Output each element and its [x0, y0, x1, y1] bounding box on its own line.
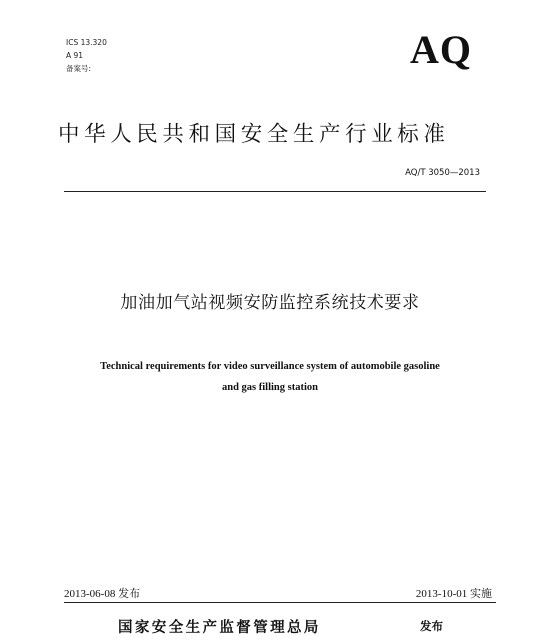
record-number-label: 备案号: [66, 64, 92, 73]
top-divider [64, 191, 486, 192]
document-title-chinese: 加油加气站视频安防监控系统技术要求 [120, 293, 420, 313]
issuing-authority: 国家安全生产监督管理总局 [118, 620, 321, 636]
standard-code: AQ/T 3050—2013 [405, 168, 480, 178]
publish-date: 2013-06-08 发布 [64, 588, 141, 600]
bottom-divider [64, 602, 496, 603]
implement-date: 2013-10-01 实施 [415, 588, 492, 600]
issued-label: 发布 [420, 619, 443, 633]
ccs-code: A 91 [66, 51, 84, 60]
document-title-english [40, 356, 500, 398]
english-title-line-2: and gas filling station [222, 382, 318, 393]
english-title-line-1: Technical requirements for video surveillance system of automobile gasoline [100, 361, 440, 372]
classification-block [66, 36, 107, 75]
standard-category-title: 中华人民共和国安全生产行业标准 [58, 122, 450, 147]
ics-code: ICS 13.320 [66, 38, 107, 47]
aq-logo: AQ [410, 27, 472, 72]
